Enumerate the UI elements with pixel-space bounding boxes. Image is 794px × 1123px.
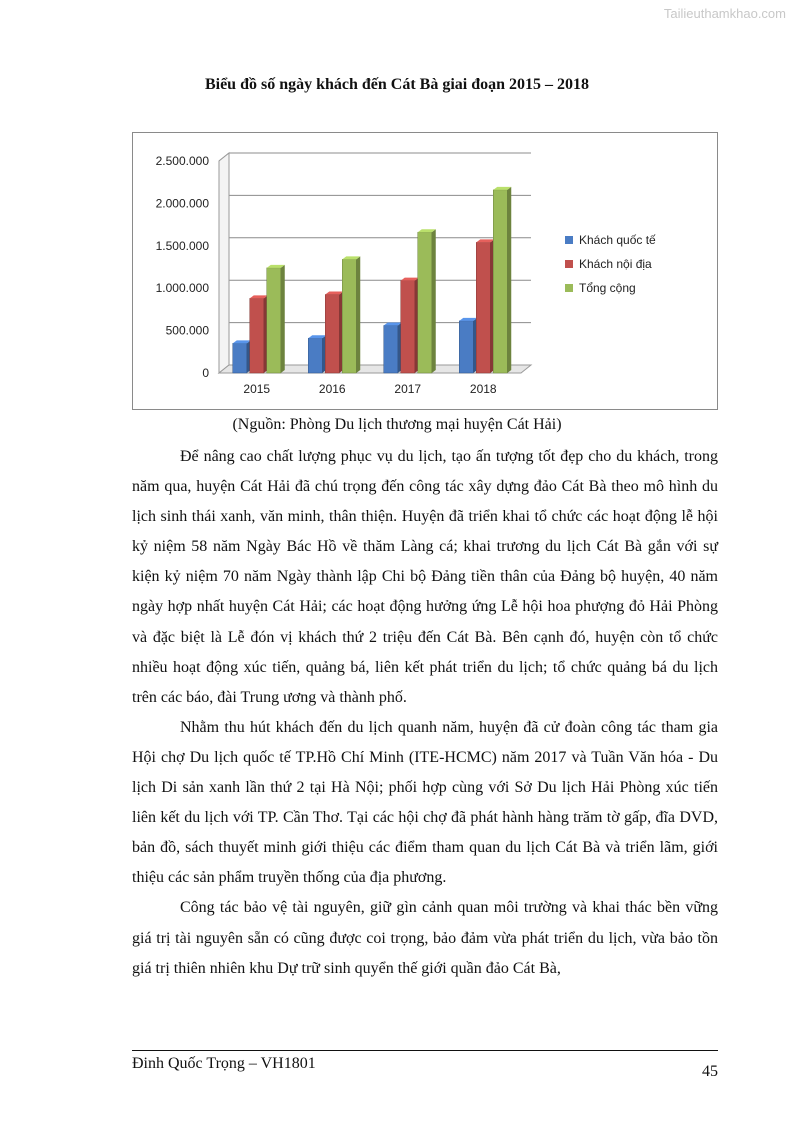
bar (493, 187, 511, 373)
legend-swatch (565, 260, 573, 268)
bar (476, 239, 494, 373)
x-tick-label: 2016 (318, 382, 346, 396)
bar (459, 318, 477, 373)
y-tick-label: 0 (202, 366, 209, 380)
footer-rule (132, 1050, 718, 1051)
chart-frame (132, 132, 718, 410)
bar-front (250, 298, 264, 373)
bar-side (507, 187, 511, 373)
bar (384, 323, 402, 373)
paragraph: Nhằm thu hút khách đến du lịch quanh năm, huyện đã cử đoàn công tác tham gia Hội chợ Du lịch quốc tế TP.Hồ Chí Minh (ITE-HCMC) năm 2017 và Tuần Văn hóa - Du lịch Di sản xanh lần thứ 2 tại Hà Nội; phối hợp cùng với Sở Du lịch Hải Phòng xúc tiến liên kết du lịch với TP. Cần Thơ. Tại các hội chợ đã phát hành hàng trăm tờ gấp, đĩa DVD, bản đồ, sách thuyết minh giới thiệu các điểm tham quan du lịch Cát Bà và triển lãm, giới thiệu các sản phẩm truyền thống của địa phương. (132, 718, 718, 887)
bar-front (267, 268, 281, 373)
chart-legend (565, 233, 656, 295)
legend-label: Khách quốc tế (579, 233, 656, 247)
bar (418, 229, 436, 373)
legend-label: Tổng cộng (579, 281, 636, 295)
bar-front (342, 259, 356, 373)
bar-front (418, 232, 432, 373)
bar (401, 278, 419, 373)
x-tick-label: 2018 (469, 382, 497, 396)
chart-title: Biểu đồ số ngày khách đến Cát Bà giai đoạn 2015 – 2018 (204, 76, 590, 93)
y-tick-label: 1.500.000 (155, 238, 209, 253)
bar (308, 335, 326, 373)
chart-side-wall (219, 153, 229, 373)
watermark: Tailieuthamkhao.com (663, 6, 786, 21)
bar (250, 295, 268, 373)
x-tick-label: 2015 (243, 382, 271, 396)
y-tick-label: 1.000.000 (155, 281, 209, 296)
x-tick-label: 2017 (394, 382, 422, 396)
bar (325, 292, 343, 373)
legend-swatch (565, 284, 573, 292)
bar-front (459, 321, 473, 373)
bar-side (432, 229, 436, 373)
bar (233, 340, 251, 373)
bar-chart (133, 133, 717, 409)
bar (267, 265, 285, 373)
bar-side (356, 256, 360, 373)
bar (342, 256, 360, 373)
body-text (132, 442, 718, 984)
bar-front (401, 281, 415, 373)
y-tick-label: 500.000 (165, 323, 209, 338)
chart-source: (Nguồn: Phòng Du lịch thương mại huyện Cát Hải) (232, 416, 562, 433)
bar-front (308, 338, 322, 373)
bar-front (325, 295, 339, 373)
gridline (219, 195, 531, 203)
y-tick-label: 2.000.000 (155, 196, 209, 211)
gridline (219, 153, 531, 161)
paragraph: Để nâng cao chất lượng phục vụ du lịch, tạo ấn tượng tốt đẹp cho du khách, trong năm qua, huyện Cát Hải đã chú trọng đến công tác xây dựng đảo Cát Bà theo mô hình du lịch sinh thái xanh, văn minh, thân thiện. Huyện đã triển khai tổ chức các hoạt động lễ hội kỷ niệm 58 năm Ngày Bác Hồ về thăm Làng cá; khai trương du lịch Cát Bà gắn với sự kiện kỷ niệm 70 năm Ngày thành lập Chi bộ Đảng tiền thân của Đảng bộ huyện, 40 năm ngày hợp nhất huyện Cát Hải; các hoạt động hưởng ứng Lễ hội hoa phượng đỏ Hải Phòng và đặc biệt là Lễ đón vị khách thứ 2 triệu đến Cát Bà. Bên cạnh đó, huyện còn tổ chức nhiều hoạt động xúc tiến, quảng bá, liên kết phát triển du lịch; tổ chức quảng bá du lịch trên các báo, đài Trung ương và thành phố. (132, 448, 718, 706)
bar-front (384, 326, 398, 373)
bar-front (476, 242, 490, 373)
page-number: 45 (702, 1063, 718, 1080)
y-tick-label: 2.500.000 (155, 154, 209, 168)
legend-swatch (565, 236, 573, 244)
legend-label: Khách nội địa (579, 257, 652, 271)
bar-front (233, 343, 247, 373)
footer-author: Đinh Quốc Trọng – VH1801 (132, 1055, 316, 1072)
bar-side (281, 265, 285, 373)
paragraph: Công tác bảo vệ tài nguyên, giữ gìn cảnh quan môi trường và khai thác bền vững giá trị tài nguyên sẵn có cũng được coi trọng, bảo đảm vừa phát triển du lịch, vừa bảo tồn giá trị thiên nhiên khu Dự trữ sinh quyển thế giới quần đảo Cát Bà, (132, 899, 718, 977)
bar-front (493, 190, 507, 373)
